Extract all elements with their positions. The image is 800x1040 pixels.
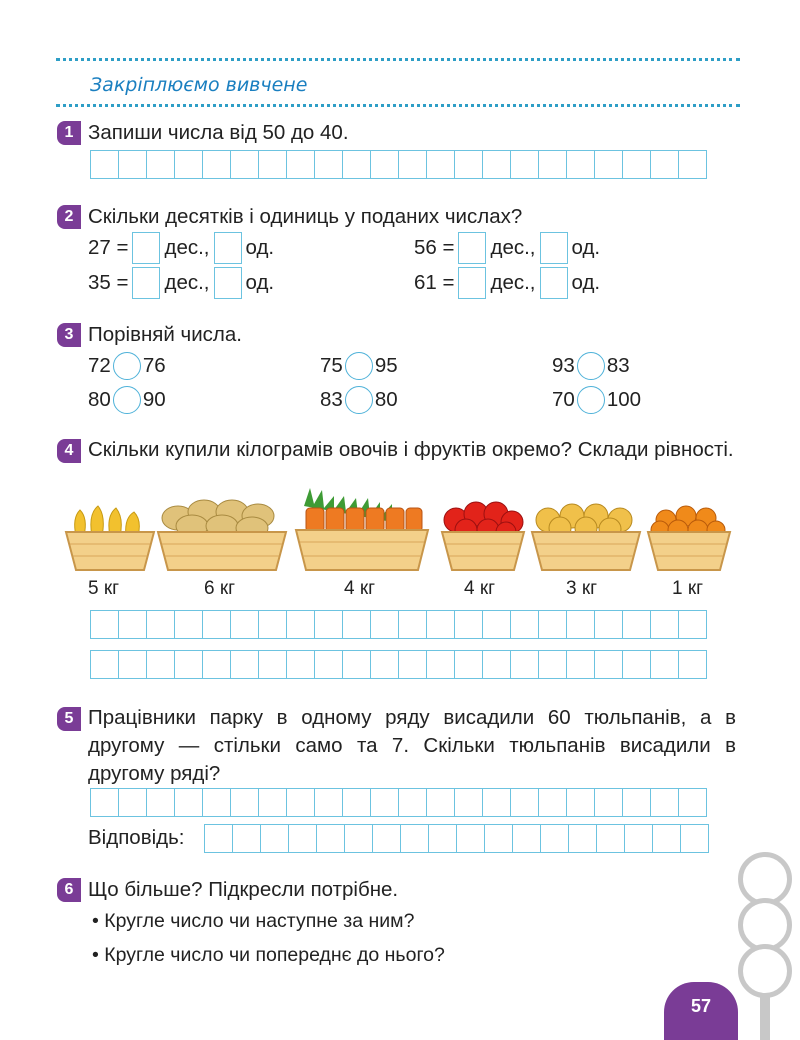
task-5-text: Працівники парку в одному ряду висадили 60 тюльпанів, а в другому — стільки само та 7. Скільки тюльпанів висадили в другому ряді? <box>88 706 736 785</box>
apple-basket-icon <box>440 496 526 572</box>
dotted-divider-bottom <box>56 104 740 107</box>
tens-box[interactable] <box>458 232 486 264</box>
answer-grid-5-result[interactable] <box>204 824 709 853</box>
compare-pair: 75 95 <box>320 352 398 380</box>
carrot-basket-icon <box>292 482 432 572</box>
orange-basket-icon <box>646 496 732 572</box>
answer-grid-1[interactable] <box>90 150 707 179</box>
compare-circle[interactable] <box>345 386 373 414</box>
task-1-text: Запиши числа від 50 до 40. <box>88 121 349 144</box>
decorative-ring-icon <box>738 944 792 998</box>
weight-label: 6 кг <box>204 578 236 599</box>
digit-expression: 35 = дес., од. <box>88 267 274 299</box>
task-3-text: Порівняй числа. <box>88 323 242 346</box>
compare-pair: 80 90 <box>88 386 166 414</box>
tens-box[interactable] <box>132 232 160 264</box>
task-number-6: 6 <box>57 878 81 902</box>
digit-expression: 56 = дес., од. <box>414 232 600 264</box>
task-6-text: Що більше? Підкресли потрібне. <box>88 878 399 901</box>
ones-box[interactable] <box>214 267 242 299</box>
task-2-text: Скільки десятків і одиниць у поданих числах? <box>88 205 523 228</box>
compare-circle[interactable] <box>577 352 605 380</box>
compare-pair: 70 100 <box>552 386 641 414</box>
weight-label: 4 кг <box>464 578 496 599</box>
task-number-4: 4 <box>57 439 81 463</box>
weight-label: 4 кг <box>344 578 376 599</box>
weight-label: 1 кг <box>672 578 704 599</box>
compare-circle[interactable] <box>113 386 141 414</box>
answer-grid-5[interactable] <box>90 788 707 817</box>
task-number-3: 3 <box>57 323 81 347</box>
task-number-1: 1 <box>57 121 81 145</box>
compare-circle[interactable] <box>577 386 605 414</box>
answer-label: Відповідь: <box>88 826 185 849</box>
potato-basket-icon <box>156 496 288 572</box>
tens-box[interactable] <box>132 267 160 299</box>
compare-pair: 72 76 <box>88 352 166 380</box>
dotted-divider-top <box>56 58 740 61</box>
task-number-2: 2 <box>57 205 81 229</box>
answer-grid-4a[interactable] <box>90 610 707 639</box>
compare-pair: 93 83 <box>552 352 630 380</box>
bullet-item: • Кругле число чи попереднє до нього? <box>92 944 445 966</box>
task-4-text: Скільки купили кілограмів овочів і фруктів окремо? Склади рівності. <box>88 438 734 461</box>
compare-pair: 83 80 <box>320 386 398 414</box>
ones-box[interactable] <box>540 232 568 264</box>
answer-grid-4b[interactable] <box>90 650 707 679</box>
onion-basket-icon <box>530 496 642 572</box>
compare-circle[interactable] <box>113 352 141 380</box>
section-title: Закріплюємо вивчене <box>90 74 308 96</box>
digit-expression: 61 = дес., од. <box>414 267 600 299</box>
digit-expression: 27 = дес., од. <box>88 232 274 264</box>
ones-box[interactable] <box>540 267 568 299</box>
page-number: 57 <box>664 982 738 1040</box>
pear-basket-icon <box>62 496 158 572</box>
compare-circle[interactable] <box>345 352 373 380</box>
tens-box[interactable] <box>458 267 486 299</box>
task-number-5: 5 <box>57 707 81 731</box>
weight-label: 3 кг <box>566 578 598 599</box>
weight-label: 5 кг <box>88 578 120 599</box>
ones-box[interactable] <box>214 232 242 264</box>
bullet-item: • Кругле число чи наступне за ним? <box>92 910 415 932</box>
